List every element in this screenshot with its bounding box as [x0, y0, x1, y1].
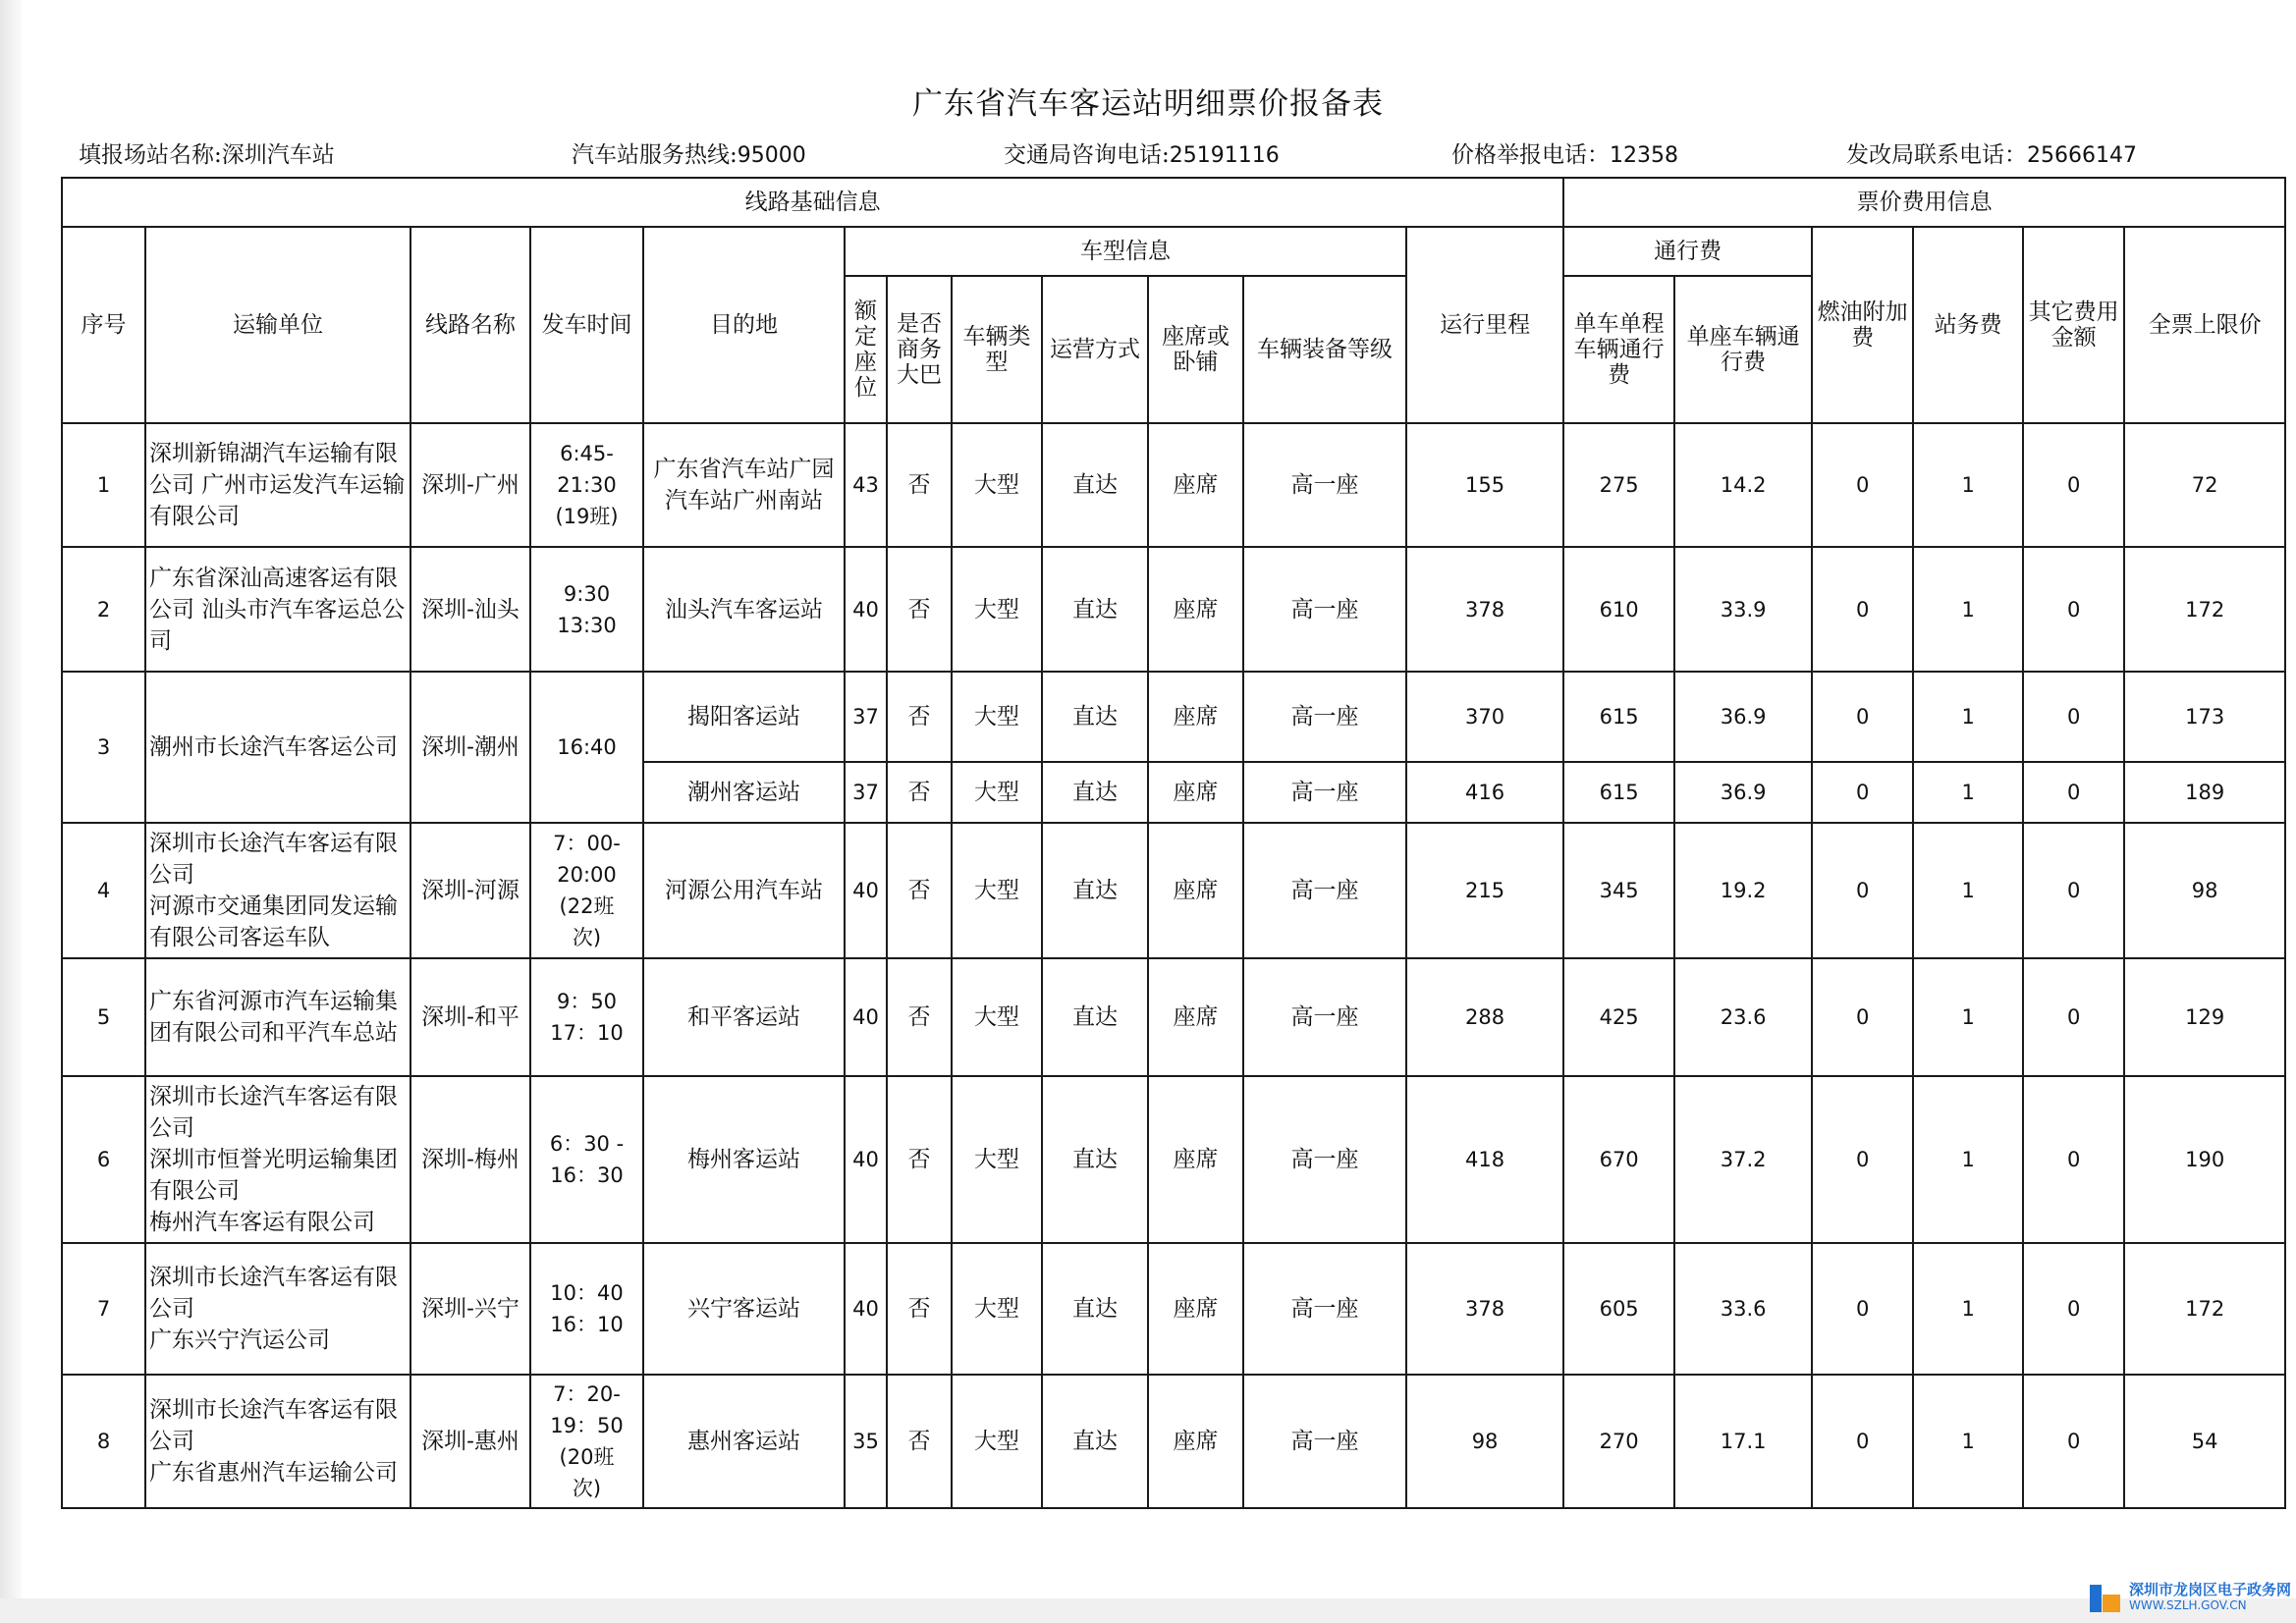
cell-station-fee: 1 — [1913, 1076, 2023, 1243]
cell-departure: 10：40 16：10 — [530, 1243, 643, 1375]
cell-station-fee: 1 — [1913, 762, 2023, 823]
price-report-value: 12358 — [1610, 143, 1678, 168]
cell-seats: 40 — [845, 823, 887, 958]
cell-mileage: 215 — [1406, 823, 1563, 958]
group-route-basic: 线路基础信息 — [62, 178, 1563, 227]
cell-business: 否 — [887, 762, 952, 823]
document-title: 广东省汽车客运站明细票价报备表 — [912, 86, 1384, 122]
cell-seat-sleeper: 座席 — [1148, 547, 1243, 672]
cell-seats: 40 — [845, 958, 887, 1076]
cell-seats: 37 — [845, 762, 887, 823]
transport-bureau-label: 交通局咨询电话: — [1004, 142, 1170, 168]
cell-carrier: 深圳市长途汽车客运有限公司 深圳市恒誉光明运输集团有限公司 梅州汽车客运有限公司 — [145, 1076, 410, 1243]
cell-destination: 广东省汽车站广园汽车站广州南站 — [643, 423, 845, 547]
col-carrier: 运输单位 — [145, 227, 410, 423]
cell-route: 深圳-潮州 — [410, 672, 530, 823]
cell-destination: 汕头汽车客运站 — [643, 547, 845, 672]
cell-other-fee: 0 — [2023, 1076, 2124, 1243]
cell-operation: 直达 — [1042, 1243, 1148, 1375]
cell-mileage: 416 — [1406, 762, 1563, 823]
cell-vehicle-type: 大型 — [952, 762, 1042, 823]
cell-vehicle-type: 大型 — [952, 823, 1042, 958]
cell-destination: 兴宁客运站 — [643, 1243, 845, 1375]
cell-destination: 梅州客运站 — [643, 1076, 845, 1243]
cell-route: 深圳-汕头 — [410, 547, 530, 672]
col-toll-single: 单车单程车辆通行费 — [1563, 276, 1674, 423]
cell-fuel: 0 — [1812, 762, 1913, 823]
cell-other-fee: 0 — [2023, 958, 2124, 1076]
fare-table — [61, 177, 2286, 1509]
col-vehicle-type: 车辆类型 — [952, 276, 1042, 423]
station-hotline-label: 汽车站服务热线: — [572, 142, 738, 168]
scan-edge-shadow — [0, 0, 22, 1623]
cell-operation: 直达 — [1042, 547, 1148, 672]
cell-fuel: 0 — [1812, 1375, 1913, 1508]
cell-operation: 直达 — [1042, 958, 1148, 1076]
cell-seat-sleeper: 座席 — [1148, 1243, 1243, 1375]
watermark-text — [2129, 1582, 2291, 1613]
group-fare-info: 票价费用信息 — [1563, 178, 2285, 227]
cell-mileage: 378 — [1406, 547, 1563, 672]
station-hotline-field — [572, 136, 806, 169]
logo-icon — [2090, 1581, 2123, 1614]
cell-mileage: 370 — [1406, 672, 1563, 762]
cell-seq: 4 — [62, 823, 145, 958]
col-fuel: 燃油附加费 — [1812, 227, 1913, 423]
cell-fuel: 0 — [1812, 547, 1913, 672]
cell-vehicle-type: 大型 — [952, 1076, 1042, 1243]
cell-other-fee: 0 — [2023, 672, 2124, 762]
table-row — [62, 823, 2285, 958]
cell-departure: 6:45- 21:30 (19班) — [530, 423, 643, 547]
cell-station-fee: 1 — [1913, 672, 2023, 762]
cell-mileage: 98 — [1406, 1375, 1563, 1508]
cell-vehicle-type: 大型 — [952, 547, 1042, 672]
cell-toll-seat: 36.9 — [1674, 762, 1812, 823]
cell-operation: 直达 — [1042, 1076, 1148, 1243]
cell-other-fee: 0 — [2023, 762, 2124, 823]
cell-equipment: 高一座 — [1243, 762, 1406, 823]
col-toll-seat: 单座车辆通行费 — [1674, 276, 1812, 423]
cell-equipment: 高一座 — [1243, 547, 1406, 672]
cell-carrier: 广东省河源市汽车运输集团有限公司和平汽车总站 — [145, 958, 410, 1076]
cell-carrier: 深圳市长途汽车客运有限公司 河源市交通集团同发运输有限公司客运车队 — [145, 823, 410, 958]
cell-departure: 16:40 — [530, 672, 643, 823]
price-report-label: 价格举报电话： — [1451, 142, 1610, 168]
cell-toll-seat: 33.9 — [1674, 547, 1812, 672]
cell-toll-single: 270 — [1563, 1375, 1674, 1508]
station-name-label: 填报场站名称: — [79, 142, 222, 168]
cell-seq: 5 — [62, 958, 145, 1076]
cell-other-fee: 0 — [2023, 547, 2124, 672]
col-seats: 额定座位 — [845, 276, 887, 423]
cell-other-fee: 0 — [2023, 1243, 2124, 1375]
cell-seq: 6 — [62, 1076, 145, 1243]
cell-departure: 9：50 17：10 — [530, 958, 643, 1076]
cell-route: 深圳-梅州 — [410, 1076, 530, 1243]
cell-seats: 40 — [845, 547, 887, 672]
cell-toll-seat: 23.6 — [1674, 958, 1812, 1076]
price-report-field — [1451, 136, 1678, 169]
col-route: 线路名称 — [410, 227, 530, 423]
transport-bureau-value: 25191116 — [1169, 143, 1280, 168]
cell-other-fee: 0 — [2023, 823, 2124, 958]
cell-business: 否 — [887, 1076, 952, 1243]
cell-fuel: 0 — [1812, 423, 1913, 547]
cell-seq: 1 — [62, 423, 145, 547]
cell-departure: 7：20- 19：50 (20班 次) — [530, 1375, 643, 1508]
cell-departure: 7：00- 20:00 (22班 次) — [530, 823, 643, 958]
cell-seq: 2 — [62, 547, 145, 672]
cell-vehicle-type: 大型 — [952, 1375, 1042, 1508]
cell-toll-seat: 17.1 — [1674, 1375, 1812, 1508]
cell-toll-single: 605 — [1563, 1243, 1674, 1375]
group-vehicle-info: 车型信息 — [845, 227, 1406, 276]
cell-seats: 35 — [845, 1375, 887, 1508]
cell-route: 深圳-和平 — [410, 958, 530, 1076]
cell-route: 深圳-兴宁 — [410, 1243, 530, 1375]
cell-route: 深圳-惠州 — [410, 1375, 530, 1508]
cell-toll-single: 425 — [1563, 958, 1674, 1076]
transport-bureau-field — [1004, 136, 1280, 169]
cell-mileage: 418 — [1406, 1076, 1563, 1243]
col-max-price: 全票上限价 — [2124, 227, 2285, 423]
cell-fuel: 0 — [1812, 1243, 1913, 1375]
cell-toll-single: 615 — [1563, 672, 1674, 762]
cell-business: 否 — [887, 672, 952, 762]
cell-mileage: 378 — [1406, 1243, 1563, 1375]
table-row — [62, 547, 2285, 672]
cell-vehicle-type: 大型 — [952, 672, 1042, 762]
cell-seat-sleeper: 座席 — [1148, 823, 1243, 958]
table-row — [62, 1243, 2285, 1375]
group-header-row — [62, 178, 2285, 227]
cell-vehicle-type: 大型 — [952, 423, 1042, 547]
ndrc-contact-field — [1846, 136, 2137, 169]
col-mileage: 运行里程 — [1406, 227, 1563, 423]
cell-fuel: 0 — [1812, 1076, 1913, 1243]
cell-other-fee: 0 — [2023, 1375, 2124, 1508]
cell-business: 否 — [887, 1243, 952, 1375]
cell-equipment: 高一座 — [1243, 423, 1406, 547]
cell-toll-single: 670 — [1563, 1076, 1674, 1243]
cell-max-price: 129 — [2124, 958, 2285, 1076]
cell-vehicle-type: 大型 — [952, 958, 1042, 1076]
cell-seats: 40 — [845, 1076, 887, 1243]
cell-equipment: 高一座 — [1243, 672, 1406, 762]
cell-carrier: 深圳新锦湖汽车运输有限公司 广州市运发汽车运输有限公司 — [145, 423, 410, 547]
col-other-fee: 其它费用金额 — [2023, 227, 2124, 423]
cell-toll-seat: 33.6 — [1674, 1243, 1812, 1375]
watermark-site-url: WWW.SZLH.GOV.CN — [2129, 1598, 2247, 1612]
cell-station-fee: 1 — [1913, 823, 2023, 958]
cell-max-price: 98 — [2124, 823, 2285, 958]
cell-fuel: 0 — [1812, 672, 1913, 762]
cell-toll-seat: 19.2 — [1674, 823, 1812, 958]
cell-station-fee: 1 — [1913, 1375, 2023, 1508]
cell-destination: 潮州客运站 — [643, 762, 845, 823]
ndrc-contact-label: 发改局联系电话： — [1846, 142, 2027, 168]
cell-operation: 直达 — [1042, 672, 1148, 762]
cell-seats: 40 — [845, 1243, 887, 1375]
cell-business: 否 — [887, 823, 952, 958]
cell-max-price: 172 — [2124, 547, 2285, 672]
station-hotline-value: 95000 — [737, 143, 806, 168]
cell-max-price: 72 — [2124, 423, 2285, 547]
cell-seat-sleeper: 座席 — [1148, 958, 1243, 1076]
cell-toll-single: 275 — [1563, 423, 1674, 547]
cell-carrier: 广东省深汕高速客运有限公司 汕头市汽车客运总公司 — [145, 547, 410, 672]
station-name-value: 深圳汽车站 — [221, 142, 335, 168]
cell-departure: 9:30 13:30 — [530, 547, 643, 672]
cell-destination: 揭阳客运站 — [643, 672, 845, 762]
cell-equipment: 高一座 — [1243, 958, 1406, 1076]
cell-equipment: 高一座 — [1243, 1243, 1406, 1375]
cell-route: 深圳-河源 — [410, 823, 530, 958]
cell-max-price: 190 — [2124, 1076, 2285, 1243]
cell-carrier: 潮州市长途汽车客运公司 — [145, 672, 410, 823]
col-station-fee: 站务费 — [1913, 227, 2023, 423]
col-seq: 序号 — [62, 227, 145, 423]
cell-max-price: 172 — [2124, 1243, 2285, 1375]
cell-business: 否 — [887, 958, 952, 1076]
cell-max-price: 189 — [2124, 762, 2285, 823]
cell-station-fee: 1 — [1913, 1243, 2023, 1375]
cell-seats: 43 — [845, 423, 887, 547]
table-row — [62, 958, 2285, 1076]
cell-destination: 惠州客运站 — [643, 1375, 845, 1508]
site-watermark-logo — [2090, 1581, 2291, 1614]
col-business: 是否商务大巴 — [887, 276, 952, 423]
cell-other-fee: 0 — [2023, 423, 2124, 547]
cell-max-price: 173 — [2124, 672, 2285, 762]
cell-fuel: 0 — [1812, 958, 1913, 1076]
col-destination: 目的地 — [643, 227, 845, 423]
col-operation: 运营方式 — [1042, 276, 1148, 423]
cell-mileage: 155 — [1406, 423, 1563, 547]
col-seat-sleeper: 座席或卧铺 — [1148, 276, 1243, 423]
cell-fuel: 0 — [1812, 823, 1913, 958]
cell-seat-sleeper: 座席 — [1148, 1375, 1243, 1508]
cell-operation: 直达 — [1042, 423, 1148, 547]
cell-operation: 直达 — [1042, 823, 1148, 958]
scan-bottom-edge — [0, 1598, 2296, 1623]
cell-equipment: 高一座 — [1243, 823, 1406, 958]
col-equipment: 车辆装备等级 — [1243, 276, 1406, 423]
cell-seq: 8 — [62, 1375, 145, 1508]
table-row — [62, 672, 2285, 762]
cell-equipment: 高一座 — [1243, 1375, 1406, 1508]
cell-business: 否 — [887, 1375, 952, 1508]
cell-seat-sleeper: 座席 — [1148, 1076, 1243, 1243]
table-row — [62, 423, 2285, 547]
cell-seats: 37 — [845, 672, 887, 762]
cell-seat-sleeper: 座席 — [1148, 672, 1243, 762]
cell-toll-single: 345 — [1563, 823, 1674, 958]
cell-carrier: 深圳市长途汽车客运有限公司 广东省惠州汽车运输公司 — [145, 1375, 410, 1508]
cell-toll-seat: 14.2 — [1674, 423, 1812, 547]
cell-mileage: 288 — [1406, 958, 1563, 1076]
group-toll: 通行费 — [1563, 227, 1812, 276]
cell-route: 深圳-广州 — [410, 423, 530, 547]
cell-seq: 3 — [62, 672, 145, 823]
cell-operation: 直达 — [1042, 1375, 1148, 1508]
cell-toll-seat: 37.2 — [1674, 1076, 1812, 1243]
cell-business: 否 — [887, 547, 952, 672]
watermark-site-name: 深圳市龙岗区电子政务网 — [2129, 1581, 2292, 1598]
cell-vehicle-type: 大型 — [952, 1243, 1042, 1375]
cell-equipment: 高一座 — [1243, 1076, 1406, 1243]
cell-operation: 直达 — [1042, 762, 1148, 823]
cell-departure: 6：30 - 16：30 — [530, 1076, 643, 1243]
cell-toll-single: 610 — [1563, 547, 1674, 672]
cell-seat-sleeper: 座席 — [1148, 762, 1243, 823]
table-row — [62, 1076, 2285, 1243]
cell-seq: 7 — [62, 1243, 145, 1375]
cell-carrier: 深圳市长途汽车客运有限公司 广东兴宁汽运公司 — [145, 1243, 410, 1375]
cell-station-fee: 1 — [1913, 958, 2023, 1076]
cell-destination: 和平客运站 — [643, 958, 845, 1076]
cell-toll-seat: 36.9 — [1674, 672, 1812, 762]
cell-toll-single: 615 — [1563, 762, 1674, 823]
cell-station-fee: 1 — [1913, 547, 2023, 672]
cell-seat-sleeper: 座席 — [1148, 423, 1243, 547]
col-departure: 发车时间 — [530, 227, 643, 423]
cell-destination: 河源公用汽车站 — [643, 823, 845, 958]
cell-station-fee: 1 — [1913, 423, 2023, 547]
column-header-row-1 — [62, 227, 2285, 276]
cell-business: 否 — [887, 423, 952, 547]
cell-max-price: 54 — [2124, 1375, 2285, 1508]
table-row — [62, 1375, 2285, 1508]
station-name-field — [79, 136, 335, 169]
ndrc-contact-value: 25666147 — [2027, 143, 2137, 168]
